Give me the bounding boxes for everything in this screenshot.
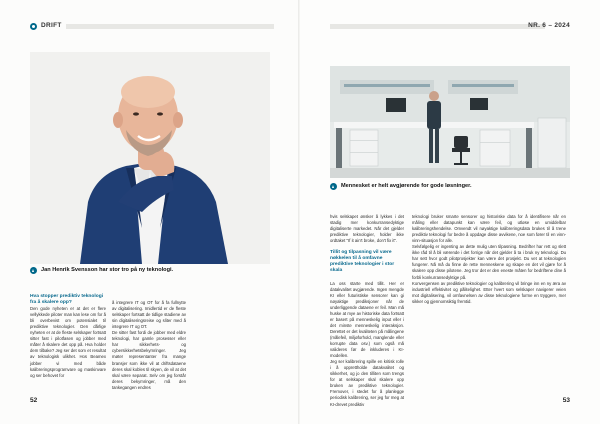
page-number: 53 [562,397,570,404]
body-paragraph: teknologi bruker smarte sensorer og historiske data for å identifisere når en måling eller datapunkt kan være feil, og utløse en umiddelbar kalibreringshendelse. Omvendt vil nøyaktige kalibreringsdata brukes til å trene prediktiv teknologi for bedre å oppdage disse avvikene, noe som fører til en vinn-vinn-situasjon for alle. Selvfølgelig er ingenting av dette mulig uten tilpasning. Bedrifter har rett og slett ikke råd til å bli værende i det forrige når det gjelder å ta i bruk ny teknologi. Du har sett hvor godt pilotprosjekter kan være det prosjekt. Du vet at teknologien fungerer. Nå må du finne de rette menneskene og skape en det vil gjøre for å skalere opp disse pilotene. Jeg tror det er den eneste måten for bedriftene dine å forbli konkurransedyktige på. Konvergensen av prediktive teknologier og kalibrering vil bringe inn en ny æra av industriell effektivitet og pålitelighet. Etter hvert som selskaper navigerer veien mot digitalisering, vil omfavnelsen av disse teknologiene forme en tryggere, mer sikker og gjennomsiktig fremtid. [412,214,566,304]
body-column-1 [330,208,404,414]
header-rule [330,24,545,29]
issue-label: NR. 6 – 2024 [528,22,570,29]
right-page [300,0,600,424]
section-heading: Hva stopper prediktiv teknologi fra å skalere opp? [30,294,104,306]
caption-text: Jan Henrik Svensson har stor tro på ny teknologi. [41,267,174,273]
photo-caption [30,267,173,274]
section-heading: Tillit og tilpasning vil være nøkkelen til å omfavne prediktive teknologier i stor skala [330,250,395,274]
body-column-2 [412,208,566,311]
body-paragraph: hvis selskapet ønsker å lykkes i det stadig mer konkurransedyktige digitaliserte markedet. Når det gjelder prediktive teknologier, holder ikke ordtaket "If it ain't broke, don't fix it". [330,214,404,244]
page-number: 52 [30,397,38,404]
up-arrow-circle-icon [30,267,37,274]
caption-text: Mennesket er helt avgjørende for gode løsninger. [341,183,472,189]
circle-dot-icon [30,23,37,30]
body-paragraph: Den gode nyheten er at det er flere vellykkede piloter man kan lese om for å bli overbevist om potensialet til prediktive teknologier. Den dårlige nyheten er at de fleste selskaper fortsatt sitter fast i pilotfasen og jobber med måter å skalere det opp på. Hva holder dem tilbake? Jeg ser det som et resultat av teknologisk ulikhet. Hos Beamex jobber vi med både kalibreringsprogramvare og maskinvare og ser behovet for [30,306,106,378]
lab-photo [330,66,570,178]
up-arrow-circle-icon [330,183,337,190]
body-paragraph: La oss starte med tillit. Her er datakvalitet avgjørende. Ingen mengde KI eller futuristiske sensorer kan gi nøyaktige prediksjoner når de underliggende dataene er feil. Man må huske at mye av historiske data fortsatt er basert på menneskelig input eller i det minste menneskelig interaksjon. Derettet er det kvaliteten på målingene (målefeil, miljøforhold, manglende eller korrupte data osv.) som også må valideres før de inkluderes i KI-modellen. Jeg ser kalibrering spille en kritisk rolle i å opprettholde datakvalitet og sikkerhet, og jo den tilliten som trengs for at selskaper skal skalere opp bruken av prediktive teknologier. Fremover, i stedet for å planlegge periodisk kalibrering, ser jeg for meg at KI-drevet prediktiv [330,280,404,407]
portrait-photo [30,52,270,264]
body-column-2 [112,294,186,397]
header-rule [66,24,274,29]
body-paragraph: å integrere IT og OT for å fa fullnytte av digitalisering. Imidlertid er de fleste selskaper fortsatt de tidlige stadiene av sin digitaliseringsreise og sliter med å integrere IT og OT. De sitter fast fordi de jobber med eldre teknologi, har gamle prosesser eller har sikkerhets- og cybersikkerhetsbekymringer. Jeg møter representanter fra mange bransjer som ikke vil at driftsdataene deres skal kobles til skyen, de vil at det skal være separat. Selv om jeg forstår deres bekymringer, må den tankegangen endres [112,300,186,390]
body-column-1 [30,294,106,379]
section-label: DRIFT [41,22,62,29]
photo-caption [330,183,472,190]
